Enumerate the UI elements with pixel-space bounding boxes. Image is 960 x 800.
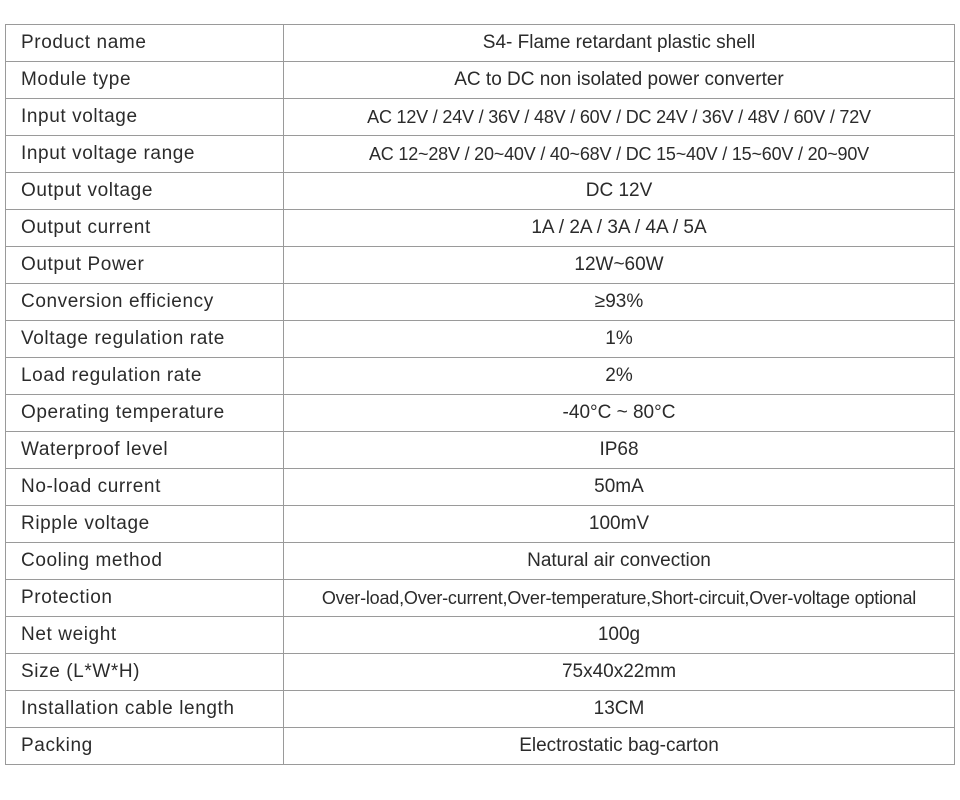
table-row — [6, 173, 955, 210]
row-value: 50mA — [284, 469, 955, 506]
row-label: Output voltage — [6, 173, 284, 210]
table-row — [6, 395, 955, 432]
row-value: AC 12V / 24V / 36V / 48V / 60V / DC 24V / 36V / 48V / 60V / 72V — [284, 99, 955, 136]
row-value: 13CM — [284, 691, 955, 728]
row-label: Size (L*W*H) — [6, 654, 284, 691]
row-value: Electrostatic bag-carton — [284, 728, 955, 765]
row-label: Protection — [6, 580, 284, 617]
table-row — [6, 284, 955, 321]
table-row — [6, 654, 955, 691]
spec-table — [5, 24, 955, 765]
table-row — [6, 99, 955, 136]
row-value: Over-load,Over-current,Over-temperature,Short-circuit,Over-voltage optional — [284, 580, 955, 617]
table-row — [6, 62, 955, 99]
table-row — [6, 136, 955, 173]
row-value: 12W~60W — [284, 247, 955, 284]
row-value: AC to DC non isolated power converter — [284, 62, 955, 99]
table-row — [6, 728, 955, 765]
row-label: Waterproof level — [6, 432, 284, 469]
row-value: -40°C ~ 80°C — [284, 395, 955, 432]
row-value: DC 12V — [284, 173, 955, 210]
row-label: Product name — [6, 25, 284, 62]
row-value: S4- Flame retardant plastic shell — [284, 25, 955, 62]
table-row — [6, 580, 955, 617]
row-value: 100mV — [284, 506, 955, 543]
row-value: 2% — [284, 358, 955, 395]
row-label: Output Power — [6, 247, 284, 284]
row-label: Module type — [6, 62, 284, 99]
row-label: Ripple voltage — [6, 506, 284, 543]
row-label: Output current — [6, 210, 284, 247]
table-row — [6, 210, 955, 247]
table-row — [6, 358, 955, 395]
row-value: Natural air convection — [284, 543, 955, 580]
row-label: Installation cable length — [6, 691, 284, 728]
table-row — [6, 432, 955, 469]
table-row — [6, 506, 955, 543]
row-label: Cooling method — [6, 543, 284, 580]
row-label: Operating temperature — [6, 395, 284, 432]
row-label: Input voltage range — [6, 136, 284, 173]
row-label: Load regulation rate — [6, 358, 284, 395]
row-label: Conversion efficiency — [6, 284, 284, 321]
table-row — [6, 247, 955, 284]
row-label: Voltage regulation rate — [6, 321, 284, 358]
row-value: 1% — [284, 321, 955, 358]
table-row — [6, 691, 955, 728]
row-label: Net weight — [6, 617, 284, 654]
row-value: 100g — [284, 617, 955, 654]
table-row — [6, 543, 955, 580]
row-value: 75x40x22mm — [284, 654, 955, 691]
row-value: 1A / 2A / 3A / 4A / 5A — [284, 210, 955, 247]
row-label: Input voltage — [6, 99, 284, 136]
table-row — [6, 25, 955, 62]
row-value: AC 12~28V / 20~40V / 40~68V / DC 15~40V / 15~60V / 20~90V — [284, 136, 955, 173]
row-value: IP68 — [284, 432, 955, 469]
table-row — [6, 469, 955, 506]
row-value: ≥93% — [284, 284, 955, 321]
table-row — [6, 617, 955, 654]
table-row — [6, 321, 955, 358]
spec-table-body — [6, 25, 955, 765]
row-label: Packing — [6, 728, 284, 765]
row-label: No-load current — [6, 469, 284, 506]
